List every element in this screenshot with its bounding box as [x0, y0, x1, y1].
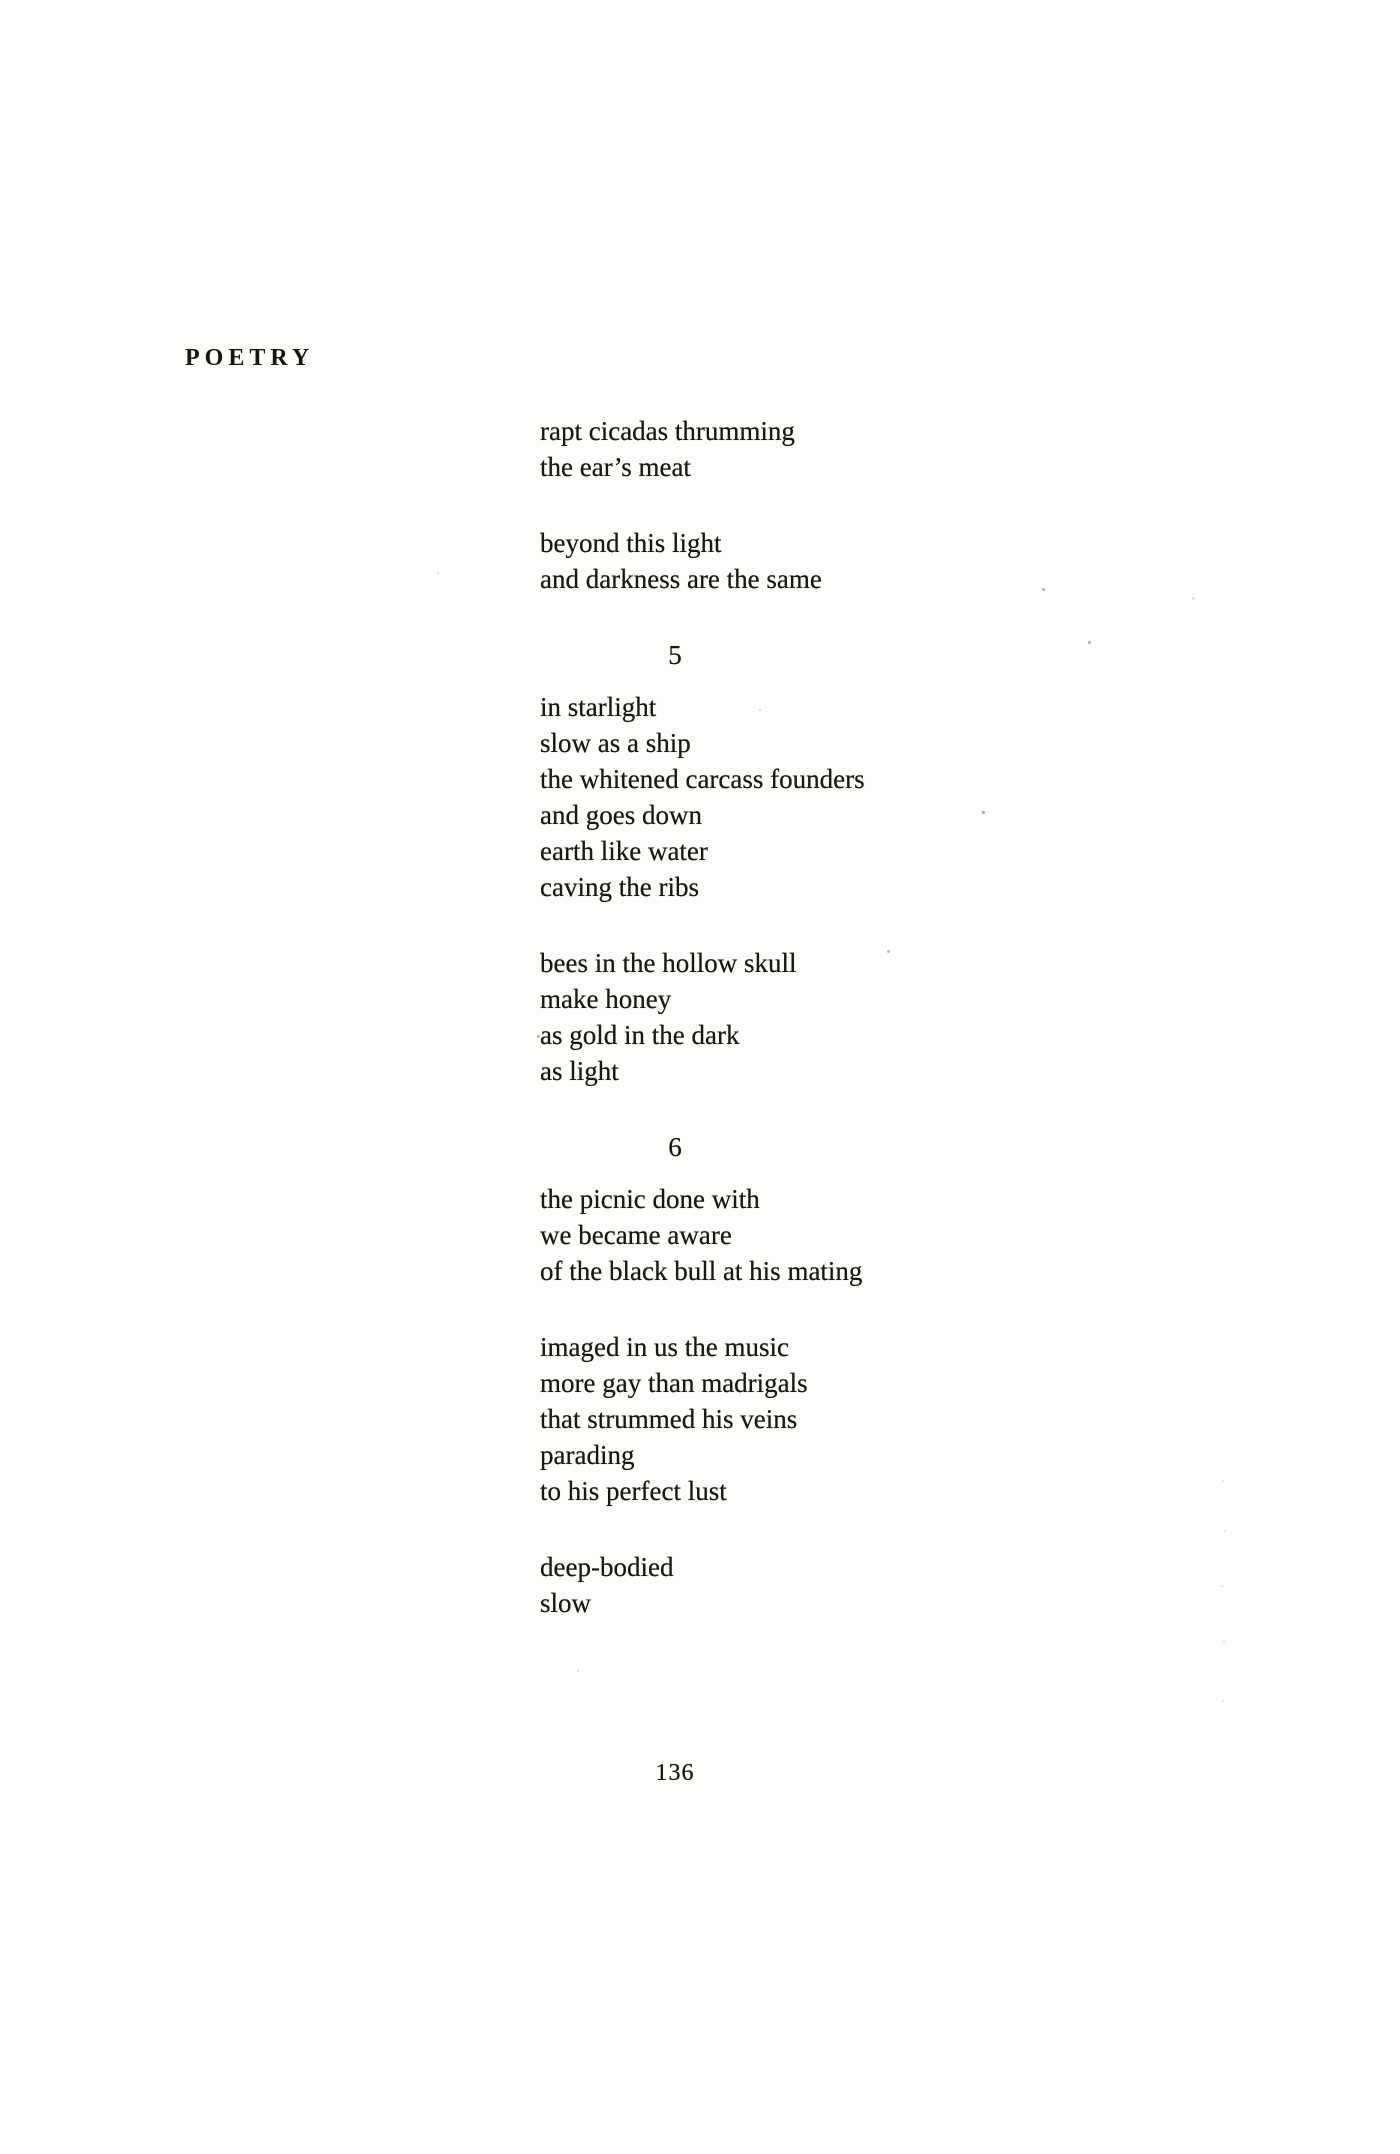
poem-line: bees in the hollow skull [540, 948, 797, 978]
poem-line: and darkness are the same [540, 564, 822, 594]
stanza [540, 1549, 865, 1621]
section-number: 5 [668, 640, 682, 670]
poem-line: the whitened carcass founders [540, 764, 865, 794]
poem-line: earth like water [540, 836, 708, 866]
poem [540, 413, 865, 1661]
poem-line: slow as a ship [540, 728, 691, 758]
scan-speckle [1222, 1700, 1224, 1702]
poem-line: to his perfect lust [540, 1476, 727, 1506]
poem-line: beyond this light [540, 528, 722, 558]
stanza [540, 945, 865, 1089]
scan-speckle [577, 1670, 579, 1672]
poem-line: parading [540, 1440, 635, 1470]
stanza [540, 525, 865, 597]
stanza [540, 413, 865, 485]
scan-speckle [437, 572, 439, 574]
scan-speckle [1222, 1480, 1224, 1482]
stanza [540, 1181, 865, 1289]
poem-line: and goes down [540, 800, 702, 830]
scan-speckle [1221, 1585, 1223, 1587]
scan-speckle [1224, 1530, 1226, 1532]
scan-speckle [1192, 597, 1195, 600]
poem-line: slow [540, 1588, 592, 1618]
poem-line: that strummed his veins [540, 1404, 798, 1434]
stanza [540, 689, 865, 905]
poem-line: caving the ribs [540, 872, 699, 902]
scan-speckle [1042, 588, 1045, 591]
poem-line: make honey [540, 984, 672, 1014]
poem-line: of the black bull at his mating [540, 1256, 863, 1286]
poem-line: as light [540, 1056, 619, 1086]
poem-line: more gay than madrigals [540, 1368, 808, 1398]
poem-line: rapt cicadas thrumming [540, 416, 795, 446]
scan-speckle [982, 811, 985, 814]
poem-line: we became aware [540, 1220, 732, 1250]
section-number: 6 [668, 1132, 682, 1162]
scan-speckle [887, 950, 890, 953]
running-head: POETRY [185, 345, 315, 371]
page-number: 136 [655, 1760, 695, 1786]
poem-line: deep-bodied [540, 1552, 674, 1582]
poem-line: in starlight [540, 692, 657, 722]
poem-line: as gold in the dark [540, 1020, 740, 1050]
poem-line: the ear’s meat [540, 452, 691, 482]
stanza [540, 1329, 865, 1509]
scan-speckle [1088, 641, 1091, 644]
poem-line: imaged in us the music [540, 1332, 789, 1362]
scan-speckle [1223, 1640, 1225, 1642]
poem-line: the picnic done with [540, 1184, 760, 1214]
